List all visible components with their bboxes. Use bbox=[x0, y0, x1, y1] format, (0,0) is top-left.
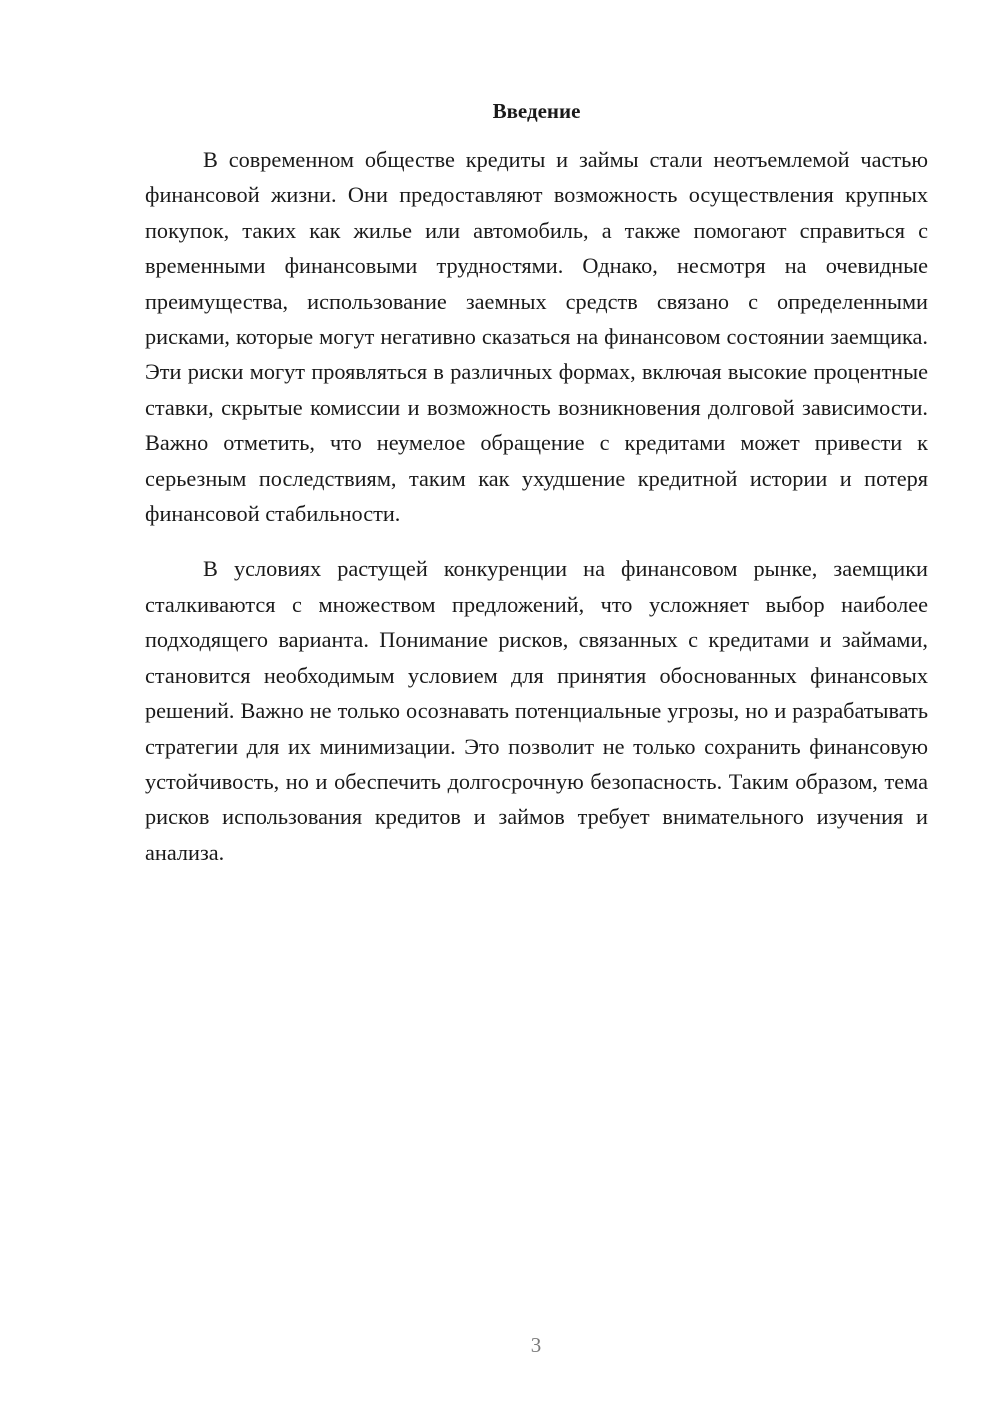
page-number: 3 bbox=[530, 1333, 542, 1357]
paragraph-2: В условиях растущей конкуренции на финансовом рынке, заемщики сталкиваются с множеством предложений, что усложняет выбор наиболее подходящего варианта. Понимание рисков, связанных с кредитами и займами, становится необходимым условием для принятия обоснованных финансовых решений. Важно не только осознавать потенциальные угрозы, но и разрабатывать стратегии для их минимизации. Это позволит не только сохранить финансовую устойчивость, но и обеспечить долгосрочную безопасность. Таким образом, тема рисков использования кредитов и займов требует внимательного изучения и анализа. bbox=[145, 556, 928, 865]
paragraph-1: В современном обществе кредиты и займы стали неотъемлемой частью финансовой жизни. Они предоставляют возможность осуществления крупных покупок, таких как жилье или автомобиль, а также помогают справиться с временными финансовыми трудностями. Однако, несмотря на очевидные преимущества, использование заемных средств связано с определенными рисками, которые могут негативно сказаться на финансовом состоянии заемщика. Эти риски могут проявляться в различных формах, включая высокие процентные ставки, скрытые комиссии и возможность возникновения долговой зависимости. Важно отметить, что неумелое обращение с кредитами может привести к серьезным последствиям, таким как ухудшение кредитной истории и потеря финансовой стабильности. bbox=[145, 147, 928, 527]
section-heading: Введение bbox=[492, 99, 581, 123]
page-content bbox=[145, 96, 928, 870]
